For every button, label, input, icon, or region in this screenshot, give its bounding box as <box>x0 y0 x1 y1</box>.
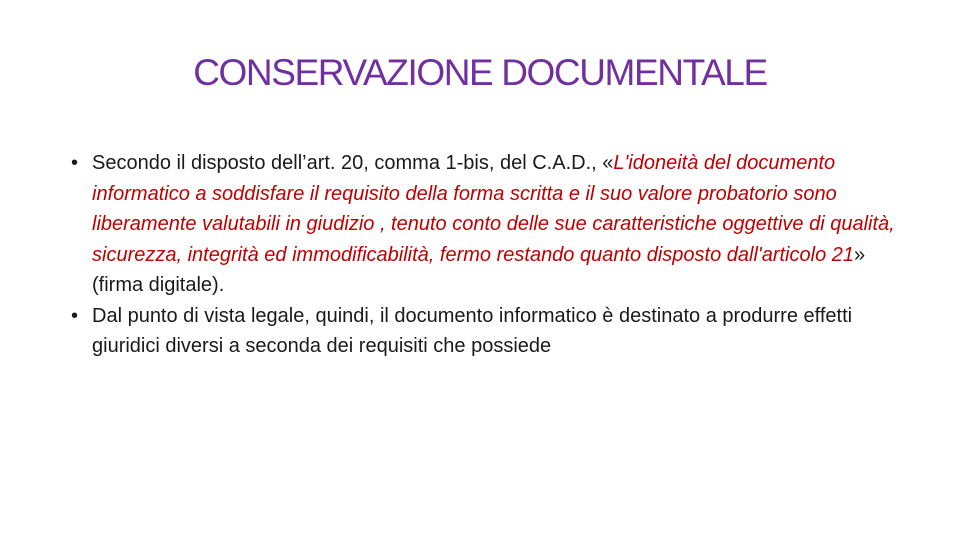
bullet-closing-text: » (firma digitale). <box>92 243 866 296</box>
cad-quote-text: L'idoneità del documento informatico a soddisfare il requisito della forma scritta e il suo valore probatorio sono liberamente valutabili in giudizio , tenuto conto delle sue caratteristiche oggettive di qualità, sicurezza, integrità ed immodificabilità, fermo restando quanto disposto dall'articolo 21 <box>92 152 895 266</box>
bullet-marker: • <box>71 152 79 174</box>
bullet-list <box>70 148 900 362</box>
slide-title: CONSERVAZIONE DOCUMENTALE <box>193 52 767 93</box>
bullet-item-legal-effects <box>70 301 900 362</box>
bullet-intro-text: Secondo il disposto dell’art. 20, comma 1-bis, del C.A.D., « <box>92 152 614 174</box>
bullet-marker: • <box>71 304 79 327</box>
bullet-text: Dal punto di vista legale, quindi, il documento informatico è destinato a produrre effetti giuridici diversi a seconda dei requisiti che possiede <box>92 304 853 357</box>
bullet-item-cad-reference <box>70 148 900 301</box>
